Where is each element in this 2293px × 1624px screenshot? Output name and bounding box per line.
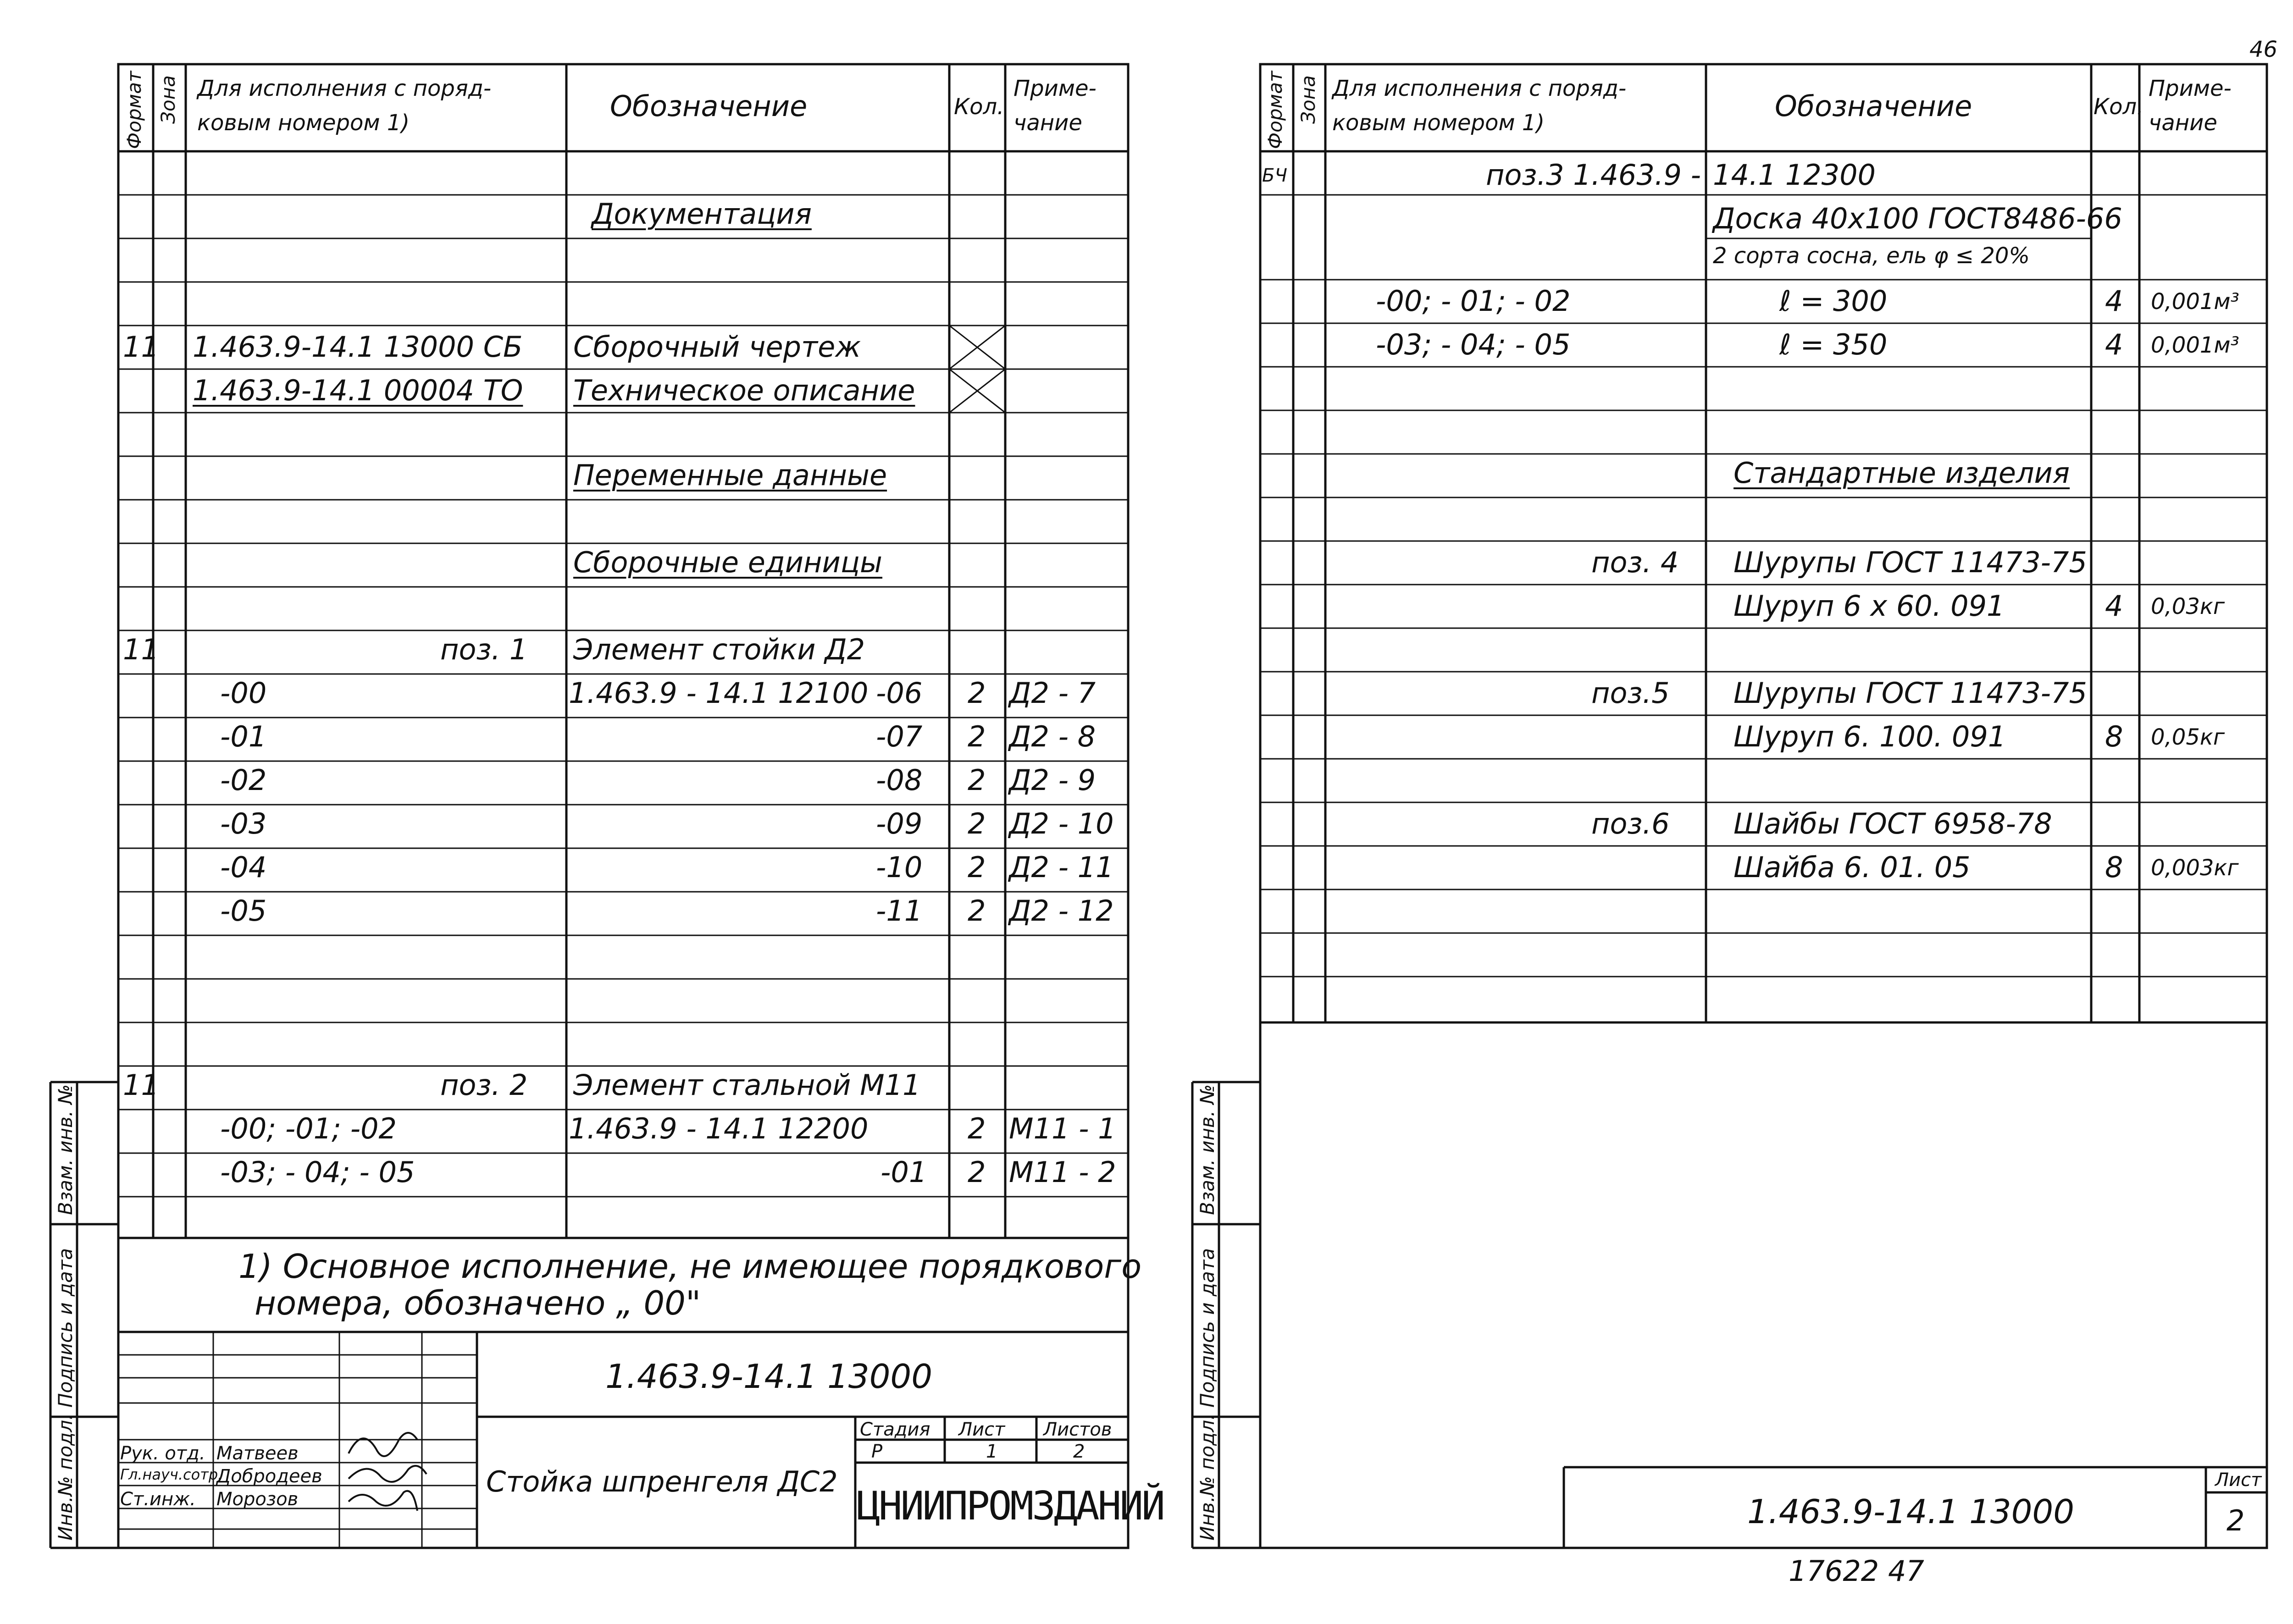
r1-format: 11: [123, 330, 159, 364]
left-header-variant2: ковым номером 1): [197, 110, 410, 136]
l1-qty: 4: [2105, 284, 2123, 318]
r2-variant: 1.463.9-14.1 00004 ТО: [193, 374, 523, 407]
p1-row-variant: -02: [220, 763, 267, 797]
p2-row-note: М11 - 1: [1009, 1112, 1116, 1145]
left-doc-title: Стойка шпренгеля ДС2: [486, 1465, 838, 1498]
screw2-qty: 8: [2105, 720, 2123, 753]
l1-variant: -00; - 01; - 02: [1376, 284, 1571, 318]
p1-name: Элемент стойки Д2: [573, 633, 865, 666]
signer-name: Матвеев: [216, 1443, 299, 1464]
p1-pos: поз. 1: [440, 633, 528, 666]
right-header-variant2: ковым номером 1): [1332, 110, 1545, 136]
p2-row-suffix: -01: [881, 1155, 927, 1189]
bottom-note: 17622 47: [1789, 1554, 1924, 1588]
screw1-qty: 4: [2105, 589, 2123, 623]
right-sheet-label: Лист: [2215, 1469, 2262, 1491]
l2-note: 0,001м³: [2151, 332, 2239, 358]
section-assemblies: Сборочные единицы: [573, 546, 883, 579]
p1-row-suffix: -06: [876, 676, 923, 710]
r1-designation: Сборочный чертеж: [573, 330, 861, 364]
right-side-sign-date: Подпись и дата: [1196, 1248, 1219, 1408]
p1-row-qty: 2: [968, 763, 986, 797]
sheets-label: Листов: [1043, 1419, 1112, 1440]
right-side-inv-orig: Инв.№ подл.: [1196, 1414, 1219, 1541]
p1-row-variant: -01: [220, 720, 267, 753]
right-header-designation: Обозначение: [1775, 89, 1972, 123]
l2-variant: -03; - 04; - 05: [1376, 328, 1571, 361]
page-number: 46: [2249, 37, 2278, 62]
p1-row-variant: -05: [220, 894, 267, 928]
p1-row-suffix: -07: [876, 720, 923, 753]
p1-row-designation: 1.463.9 - 14.1 12100: [569, 676, 869, 710]
right-header-variant: Для исполнения с поряд-: [1332, 76, 1627, 101]
section-documentation: Документация: [592, 197, 812, 231]
l1-note: 0,001м³: [2151, 289, 2239, 315]
p2-row-variant: -00; -01; -02: [220, 1112, 397, 1145]
right-header-format: Формат: [1264, 71, 1286, 149]
signatures: [349, 1433, 426, 1511]
p1-row-qty: 2: [968, 720, 986, 753]
p1-row-suffix: -09: [876, 807, 923, 840]
l1-designation: ℓ = 300: [1779, 284, 1888, 318]
left-header-format: Формат: [123, 71, 145, 149]
stage-label: Стадия: [860, 1419, 930, 1440]
p1-row-suffix: -08: [876, 763, 923, 797]
washer-note: 0,003кг: [2151, 855, 2239, 881]
right-header-zone: Зона: [1297, 75, 1319, 124]
p1-row-note: Д2 - 9: [1009, 763, 1096, 797]
left-header-note2: чание: [1014, 110, 1082, 136]
sheet-value: 1: [986, 1441, 998, 1462]
sheet-label: Лист: [958, 1419, 1005, 1440]
section-variables: Переменные данные: [573, 458, 887, 492]
p1-row-variant: -04: [220, 851, 267, 884]
screws1-name: Шурупы ГОСТ 11473-75: [1734, 546, 2087, 579]
screw2-note: 0,05кг: [2151, 724, 2225, 750]
p2-row-qty: 2: [968, 1155, 986, 1189]
p1-row-note: Д2 - 10: [1009, 807, 1114, 840]
p1-row-qty: 2: [968, 894, 986, 928]
p2-row-designation: 1.463.9 - 14.1 12200: [569, 1112, 869, 1145]
pos4-label: поз. 4: [1591, 546, 1679, 579]
screws2-name: Шурупы ГОСТ 11473-75: [1734, 676, 2087, 710]
role: Рук. отд.: [120, 1443, 205, 1464]
p1-row-note: Д2 - 8: [1009, 720, 1096, 753]
pos3-code: 14.1 12300: [1713, 158, 1876, 192]
p1-row-qty: 2: [968, 851, 986, 884]
screw1-name: Шуруп 6 х 60. 091: [1734, 589, 2005, 623]
right-header-note1: Приме-: [2149, 76, 2232, 101]
p1-row-qty: 2: [968, 676, 986, 710]
washer-qty: 8: [2105, 851, 2123, 884]
p2-name: Элемент стальной М11: [573, 1068, 921, 1102]
p2-row-variant: -03; - 04; - 05: [220, 1155, 415, 1189]
right-sheet-value: 2: [2227, 1504, 2245, 1537]
pos6-label: поз.6: [1591, 807, 1670, 840]
washers-name: Шайбы ГОСТ 6958-78: [1734, 807, 2052, 840]
p1-format: 11: [123, 633, 159, 666]
l2-qty: 4: [2105, 328, 2123, 361]
signer-name: Добродеев: [216, 1466, 322, 1487]
signer-name: Морозов: [216, 1489, 299, 1510]
screw1-note: 0,03кг: [2151, 594, 2225, 619]
role: Ст.инж.: [120, 1489, 196, 1510]
section-standard: Стандартные изделия: [1734, 456, 2070, 490]
left-frame: [118, 64, 1128, 1548]
screw2-name: Шуруп 6. 100. 091: [1734, 720, 2006, 753]
stage-value: Р: [871, 1441, 883, 1462]
left-side-inv-orig: Инв.№ подл.: [54, 1414, 77, 1541]
left-side-vzam: Взам. инв. №: [54, 1084, 77, 1215]
left-header-note1: Приме-: [1014, 76, 1097, 101]
washer-name: Шайба 6. 01. 05: [1734, 851, 1971, 884]
p2-row-qty: 2: [968, 1112, 986, 1145]
p1-row-note: Д2 - 7: [1009, 676, 1096, 710]
p2-row-note: М11 - 2: [1009, 1155, 1116, 1189]
board-spec: 2 сорта сосна, ель φ ≤ 20%: [1713, 243, 2030, 269]
sheets-value: 2: [1073, 1441, 1085, 1462]
l2-designation: ℓ = 350: [1779, 328, 1888, 361]
left-header-zone: Зона: [157, 75, 179, 124]
right-header-qty: Кол.: [2094, 94, 2144, 120]
p1-row-suffix: -10: [876, 851, 923, 884]
r1-variant: 1.463.9-14.1 13000 СБ: [193, 330, 523, 364]
p2-format: 11: [123, 1068, 159, 1102]
bch-mark: БЧ: [1262, 165, 1287, 186]
right-header-note2: чание: [2149, 110, 2217, 136]
p1-row-suffix: -11: [876, 894, 923, 928]
left-header-variant: Для исполнения с поряд-: [197, 76, 492, 101]
pos3-label: поз.3 1.463.9 -: [1486, 158, 1701, 192]
role: Гл.науч.сотр.: [120, 1466, 223, 1483]
pos5-label: поз.5: [1591, 676, 1670, 710]
p1-row-qty: 2: [968, 807, 986, 840]
right-side-vzam: Взам. инв. №: [1196, 1084, 1219, 1215]
left-header-designation: Обозначение: [610, 89, 808, 123]
footnote-line-2: номера, обозначено „ 00": [255, 1284, 701, 1322]
board-name: Доска 40х100 ГОСТ8486-66: [1713, 202, 2122, 235]
left-header-qty: Кол.: [954, 94, 1004, 120]
p1-row-note: Д2 - 11: [1009, 851, 1114, 884]
organization-name: ЦНИИПРОМЗДАНИЙ: [857, 1483, 1163, 1529]
left-doc-number: 1.463.9-14.1 13000: [605, 1357, 933, 1396]
left-side-sign-date: Подпись и дата: [54, 1248, 77, 1408]
r2-designation: Техническое описание: [573, 374, 915, 407]
p1-row-variant: -00: [220, 676, 267, 710]
p2-pos: поз. 2: [440, 1068, 528, 1102]
p1-row-variant: -03: [220, 807, 267, 840]
right-doc-number: 1.463.9-14.1 13000: [1747, 1492, 2075, 1531]
p1-row-note: Д2 - 12: [1009, 894, 1114, 928]
footnote-line-1: 1) Основное исполнение, не имеющее порядкового: [238, 1247, 1142, 1286]
